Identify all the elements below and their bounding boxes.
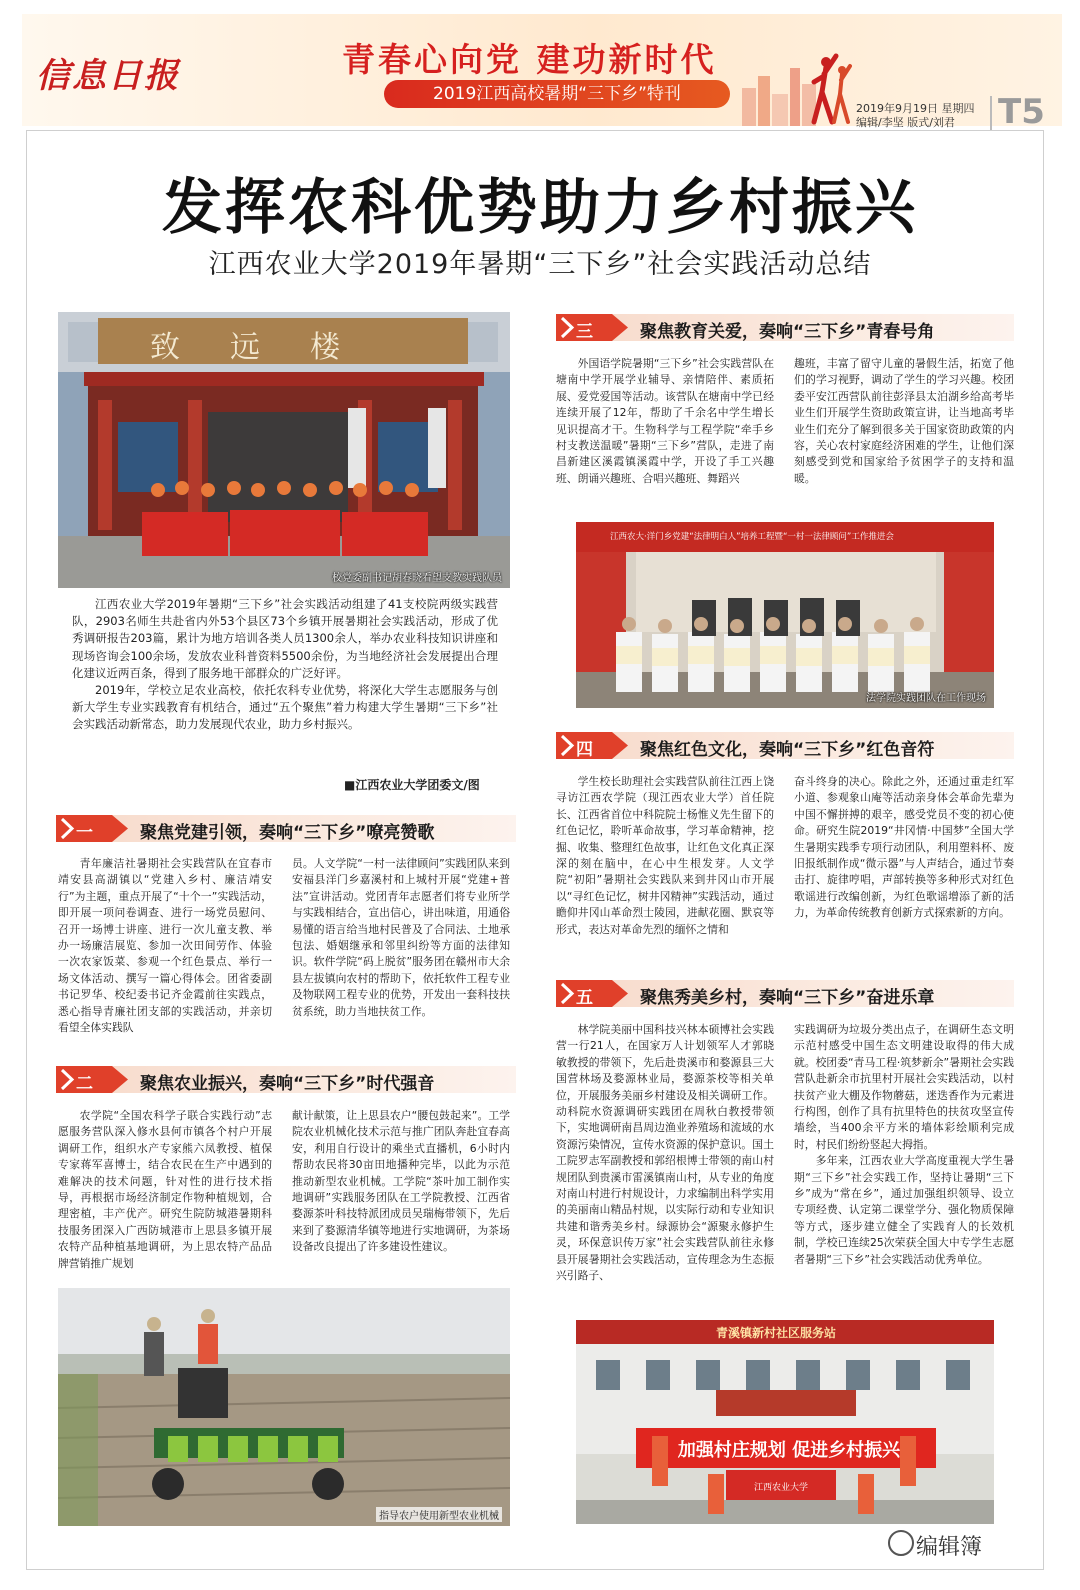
account-watermark: 编辑簿 — [916, 1535, 983, 1560]
photo-farm-machinery — [58, 1288, 510, 1526]
runners-skyline-graphic — [742, 48, 852, 126]
photo-caption: 法学院实践团队在工作现场 — [866, 693, 986, 704]
section-heading: 聚焦党建引领，奏响“三下乡”嘹亮赞歌 — [140, 823, 435, 843]
village-banner: 加强村庄规划 促进乡村振兴 — [677, 1440, 901, 1461]
photo-village-service-station — [576, 1320, 994, 1524]
article-byline: ■江西农业大学团委文/图 — [344, 778, 480, 792]
section-heading: 聚焦红色文化，奏响“三下乡”红色音符 — [640, 740, 935, 760]
section-header-4 — [556, 732, 1014, 759]
service-station-sign: 青溪镇新村社区服务站 — [716, 1326, 837, 1340]
photo-law-team — [576, 522, 994, 708]
wechat-icon — [888, 1530, 914, 1556]
section-4-col-2: 奋斗终身的决心。除此之外，还通过重走红军小道、参观象山庵等活动亲身体会革命先辈为中国不懈拼搏的艰辛，感受党员不变的初心使命。研究生院2019“井冈情·中国梦”全国大学生暑期实践季专项行动团队，利用塑料杯、废旧报纸制作成“微示器”与人声结合，通过节奏击打、旋律哼唱，声部转换等多种形式对红色歌谣进行改编创新，为红色歌谣增添了新的活力，为革命传统教育创新方式探索新的方向。 — [794, 775, 1014, 920]
photo-caption: 指导农户使用新型农业机械 — [376, 1507, 502, 1522]
section-number: 四 — [576, 740, 593, 760]
newspaper-logo: 信息日报 — [36, 56, 180, 96]
section-1-col-1: 青年廉洁社暑期社会实践营队在宜春市靖安县高湖镇以“党建入乡村、廉洁靖安行”为主题，重点开展了“十个一”实践活动，即开展一项问卷调查、进行一场党员慰问、召开一场博士讲座、进行一次儿童支教、举办一场廉洁展览、参加一次田间劳作、体验一次农家饭菜、参观一个红色景点、举行一场文体活动、撰写一篇心得体会。团省委副书记罗华、校纪委书记齐金霞前往实践点，悉心指导青廉社团支部的实践活动，并亲切看望全体实践队 — [58, 857, 272, 1035]
issue-date: 2019年9月19日 星期四 — [856, 102, 975, 115]
section-number: 二 — [76, 1074, 93, 1094]
page-number: T5 — [998, 92, 1045, 132]
section-number: 三 — [576, 322, 593, 342]
section-number: 一 — [76, 823, 93, 843]
article-subtitle: 江西农业大学2019年暑期“三下乡”社会实践活动总结 — [208, 249, 872, 280]
section-5-col-2: 实践调研为垃圾分类出点子，在调研生态文明示范村感受中国生态文明建设取得的伟大成就。校团委“青马工程·筑梦新余”暑期社会实践营队赴新余市抗里村开展社会实践活动，以村扶贫产业大棚及作物蘑菇，迷迭香作为元素进行构图，创作了具有抗里特色的扶贫攻坚宣传墙绘，当400余平方米的墙体彩绘顺利完成时，村民们纷纷竖起大拇指。 多年来，江西农业大学高度重视大学生暑期“三下乡”社会实践工作，坚持让暑期“三下乡”成为“常在乡”，通过加强组织领导、设立专项经费、认定第二课堂学分、强化物质保障等方式，逐步建立健全了实践育人的长效机制，学校已连续25次荣获全国大中专学生志愿者暑期“三下乡”社会实践活动优秀单位。 — [794, 1023, 1014, 1266]
section-1-col-2: 员。人文学院“一村一法律顾问”实践团队来到安福县洋门乡嘉溪村和上城村开展“党建+普法”宣讲活动。党团青年志愿者们将专业所学与实践相结合，宣出信心，讲出味道，用通俗易懂的语言给当地村民普及了合同法、土地承包法、婚姻继承和邻里纠纷等方面的法律知识。软件学院“码上脱贫”服务团在赣州市大余县左拔镇向农村的帮助下，依托软件工程专业及物联网工程专业的优势，开发出一套科技扶贫系统，助力当地扶贫工作。 — [292, 857, 510, 1018]
dateline — [856, 102, 975, 130]
intro-paragraph-2: 2019年，学校立足农业高校，依托农科专业优势，将深化大学生志愿服务与创新大学生专业实践教育有机结合，通过“五个聚焦”着力构建大学生暑期“三下乡”社会实践活动新常态，助力发展现代农业，助力乡村振兴。 — [72, 683, 498, 732]
section-5-col-1: 林学院美丽中国科技兴林本硕博社会实践营一行21人，在国家万人计划领军人才郭晓敏教授的带领下，先后赴贵溪市和婺源县三大国营林场及婺源林业局，婺源茶校等相关单位，开展服务美丽乡村建设及相关调研工作。动科院水资源调研实践团在周秋白教授带领下，实地调研南昌周边渔业养殖场和流域的水资源污染情况，宣传水资源的保护意识。国土工院罗志军副教授和郭绍根博士带领的南山村规团队到贵溪市雷溪镇南山村，从专业的角度对南山村进行村规设计，力求编制出科学实用的美丽南山精品村规，以实际行动和专业知识共建和谐秀美乡村。绿源协会“源聚永修护生灵，环保意识传万家”社会实践营队前往永修县开展暑期社会实践活动，宣传理念为生态振兴引路子、 — [556, 1023, 774, 1283]
page-number-divider — [990, 96, 992, 130]
section-2-col-2: 献计献策，让上思县农户“腰包鼓起来”。工学院农业机械化技术示范与推广团队奔赴宜春高安，利用自行设计的乘坐式直播机，6小时内帮助农民将30亩田地播种完毕，以此为示范推动新型农业机械。工学院“茶叶加工制作实地调研”实践服务团队在工学院教授、江西省婺源茶叶科技特派团成员吴瑞梅带领下，先后来到了婺源清华镇等地进行实地调研，为茶场设备改良提出了许多建设性建议。 — [292, 1109, 510, 1254]
intro-paragraph-1: 江西农业大学2019年暑期“三下乡”社会实践活动组建了41支校院两级实践营队，2903名师生共赴省内外53个县区73个乡镇开展暑期社会实践活动，形成了优秀调研报告203篇，累计为地方培训各类人员1300余人，举办农业科技知识讲座和现场咨询会100余场，发放农业科普资料5500余份，为当地经济社会发展提出合理化建议近两百条，得到了服务地干部群众的广泛好评。 — [72, 597, 498, 680]
section-2-col-1: 农学院“全国农科学子联合实践行动”志愿服务营队深入修水县何市镇各个村户开展调研工作，组织水产专家熊六凤教授、植保专家蒋军喜博士，结合农民在生产中遇到的难解决的技术问题，针对性的进行技术指导，再根据市场经济制定作物种植规划，合理密植，丰产优产。研究生院防城港暑期科技服务团深入广西防城港市上思县多镇开展农特产品种植基地调研，为上思农特产品品牌营销推广规划 — [58, 1109, 272, 1270]
section-number: 五 — [576, 988, 593, 1008]
editor-credits: 编辑/李坚 版式/刘君 — [856, 116, 955, 129]
section-4-col-1: 学生校长助理社会实践营队前往江西上饶寻访江西农学院（现江西农业大学）首任院长、江西省首位中科院院士杨惟义先生留下的红色记忆，聆听革命故事，学习革命精神，挖掘、收集、整理红色故事，让红色文化真正深深的刻在脑中，在心中生根发芽。人文学院“初阳”暑期社会实践队来到井冈山市开展以“寻红色记忆，树井冈精神”实践活动，通过瞻仰井冈山革命烈士陵园，进献花圈、默哀等形式，表达对革命先烈的缅怀之情和 — [556, 775, 774, 936]
photo-caption: 校党委副书记胡春晓看望支教实践队员 — [332, 573, 502, 584]
article-title: 发挥农科优势助力乡村振兴 — [162, 173, 918, 243]
meeting-banner: 江西农大·洋门乡党建“法律明白人”培养工程暨“一村一法律顾问”工作推进会 — [610, 532, 894, 542]
section-3-col-1: 外国语学院暑期“三下乡”社会实践营队在塘南中学开展学业辅导、亲情陪伴、素质拓展、爱党爱国等活动。该营队在塘南中学已经连续开展了12年，帮助了千余名中学生增长见识提高才干。生物科学与工程学院“牵手乡村支教送温暖”暑期“三下乡”营队，走进了南昌新建区溪霞镇溪霞中学，开设了手工兴趣班、朗诵兴趣班、合唱兴趣班、舞蹈兴 — [556, 357, 774, 485]
section-heading: 聚焦农业振兴，奏响“三下乡”时代强音 — [140, 1074, 435, 1094]
section-header-5 — [556, 980, 1014, 1007]
section-header-3 — [556, 314, 1014, 341]
building-sign: 致远楼 — [150, 330, 390, 365]
special-slogan: 青春心向党 建功新时代 — [342, 40, 717, 79]
university-flag: 江西农业大学 — [753, 1483, 808, 1493]
photo-group-at-building — [58, 312, 510, 588]
special-issue-bar: 2019江西高校暑期“三下乡”特刊 — [384, 80, 730, 108]
masthead — [22, 14, 1062, 132]
section-heading: 聚焦秀美乡村，奏响“三下乡”奋进乐章 — [640, 988, 935, 1008]
section-header-1 — [56, 815, 516, 842]
section-3-col-2: 趣班，丰富了留守儿童的暑假生活，拓宽了他们的学习视野，调动了学生的学习兴趣。校团委平安江西营队前往彭泽县太泊湖乡给高考毕业生们开展学生资助政策宣讲，让当地高考毕业生们充分了解到很多关于国家资助政策的内容，关心农村家庭经济困难的学生，让他们深刻感受到党和国家给予贫困学子的支持和温暖。 — [794, 357, 1014, 485]
intro-text — [72, 596, 498, 766]
section-header-2 — [56, 1066, 516, 1093]
section-heading: 聚焦教育关爱，奏响“三下乡”青春号角 — [640, 322, 935, 342]
